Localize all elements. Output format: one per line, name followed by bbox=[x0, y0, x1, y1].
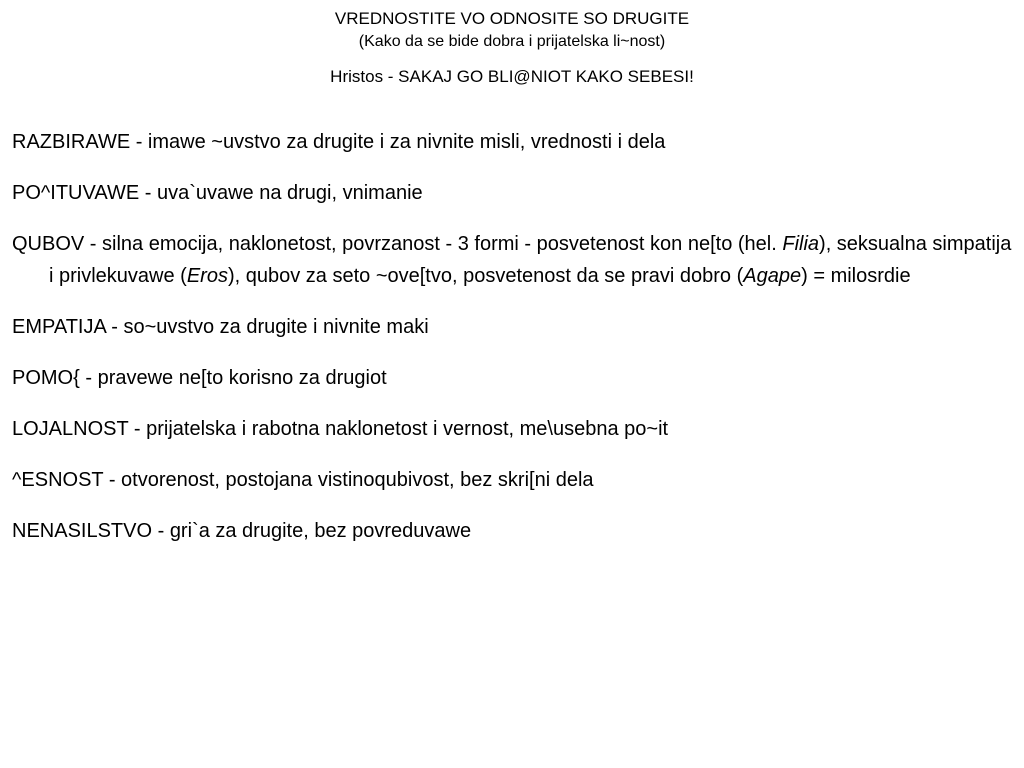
value-item-pochituvawe: PO^ITUVAWE - uva`uvawe na drugi, vnimanie bbox=[12, 182, 423, 204]
values-list bbox=[12, 126, 1012, 566]
value-item-lojalnost: LOJALNOST - prijatelska i rabotna naklonetost i vernost, me\usebna po~it bbox=[12, 418, 669, 440]
value-item-nenasilstvo: NENASILSTVO - gri`a za drugite, bez povreduvawe bbox=[12, 520, 472, 542]
value-item-pomosh: POMO{ - pravewe ne[to korisno za drugiot bbox=[12, 367, 387, 389]
slide-header bbox=[0, 8, 1024, 88]
slide-subtitle: (Kako da se bide dobra i prijatelska li~nost) bbox=[358, 33, 666, 50]
qubov-text-2: ), seksualna simpatija i privlekuvawe ( bbox=[49, 233, 1012, 287]
term-eros: Eros bbox=[186, 265, 228, 287]
qubov-text-4: ) = milosrdie bbox=[801, 265, 911, 287]
value-item-empatija: EMPATIJA - so~uvstvo za drugite i nivnite maki bbox=[12, 316, 429, 338]
qubov-text-3: ), qubov za seto ~ove[tvo, posvetenost da se pravi dobro ( bbox=[227, 265, 744, 287]
term-agape: Agape bbox=[743, 265, 802, 287]
value-item-qubov bbox=[12, 228, 1012, 292]
value-item-razbirawe: RAZBIRAWE - imawe ~uvstvo za drugite i za nivnite misli, vrednosti i dela bbox=[12, 131, 666, 153]
qubov-text-1: QUBOV - silna emocija, naklonetost, povrzanost - 3 formi - posvetenost kon ne[to (hel. bbox=[12, 233, 783, 255]
slide-motto: Hristos - SAKAJ GO BLI@NIOT KAKO SEBESI! bbox=[330, 67, 694, 86]
slide-title: VREDNOSTITE VO ODNOSITE SO DRUGITE bbox=[334, 9, 690, 28]
value-item-chesnost: ^ESNOST - otvorenost, postojana vistinoqubivost, bez skri[ni dela bbox=[12, 469, 594, 491]
term-filia: Filia bbox=[782, 233, 820, 255]
